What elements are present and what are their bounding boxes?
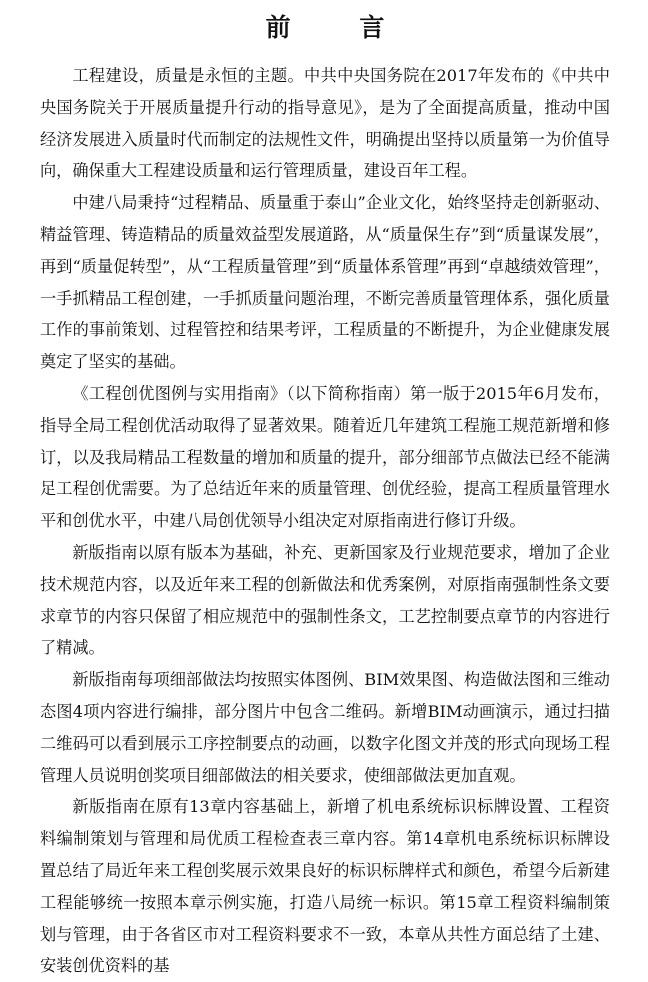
paragraph-6: 新版指南在原有13章内容基础上，新增了机电系统标识标牌设置、工程资料编制策划与管理和局优质工程检查表三章内容。第14章机电系统标识标牌设置总结了局近年来工程创奖展示效果良好的标识标牌样式和颜色，希望今后新建工程能够统一按照本章示例实施，打造八局统一标识。第15章工程资料编制策划与管理，由于各省区市对工程资料要求不一致，本章从共性方面总结了土建、安装创优资料的基 xyxy=(40,797,610,976)
paragraph-1: 工程建设，质量是永恒的主题。中共中央国务院在2017年发布的《中共中央国务院关于开展质量提升行动的指导意见》，是为了全面提高质量，推动中国经济发展进入质量时代而制定的法规性文件，明确提出坚持以质量第一为价值导向，确保重大工程建设质量和运行管理质量，建设百年工程。 xyxy=(40,66,610,181)
paragraph-5: 新版指南每项细部做法均按照实体图例、BIM效果图、构造做法图和三维动态图4项内容进行编排，部分图片中包含二维码。新增BIM动画演示，通过扫描二维码可以看到展示工序控制要点的动画，以数字化图文并茂的形式向现场工程管理人员说明创奖项目细部做法的相关要求，使细部做法更加直观。 xyxy=(40,670,610,785)
paragraph-2: 中建八局秉持“过程精品、质量重于泰山”企业文化，始终坚持走创新驱动、精益管理、铸造精品的质量效益型发展道路，从“质量保生存”到“质量谋发展”，再到“质量促转型”，从“工程质量管理”到“质量体系管理”再到“卓越绩效管理”，一手抓精品工程创建，一手抓质量问题治理，不断完善质量管理体系，强化质量工作的事前策划、过程管控和结果考评，工程质量的不断提升，为企业健康发展奠定了坚实的基础。 xyxy=(40,193,610,372)
paragraph-3: 《工程创优图例与实用指南》（以下简称指南）第一版于2015年6月发布，指导全局工程创优活动取得了显著效果。随着近几年建筑工程施工规范新增和修订，以及我局精品工程数量的增加和质量的提升，部分细部节点做法已经不能满足工程创优需要。为了总结近年来的质量管理、创优经验，提高工程质量管理水平和创优水平，中建八局创优领导小组决定对原指南进行修订升级。 xyxy=(40,383,610,531)
page-title: 前 言 xyxy=(265,13,415,42)
paragraph-4: 新版指南以原有版本为基础，补充、更新国家及行业规范要求，增加了企业技术规范内容，以及近年来工程的创新做法和优秀案例，对原指南强制性条文要求章节的内容只保留了相应规范中的强制性条文，工艺控制要点章节的内容进行了精减。 xyxy=(40,542,610,658)
